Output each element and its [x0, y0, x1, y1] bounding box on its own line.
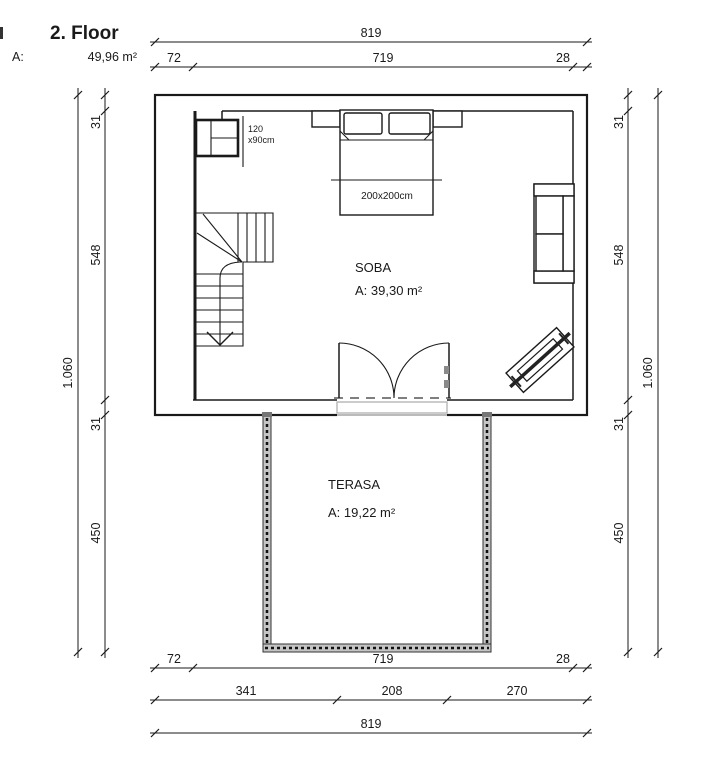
closet-label-width: 120 — [248, 124, 264, 134]
terrace-railing — [262, 412, 492, 652]
dim-label: 819 — [360, 717, 382, 731]
dim-label: 72 — [167, 51, 181, 65]
dim-label: 208 — [381, 684, 403, 698]
dim-label: 28 — [556, 51, 570, 65]
closet-label-depth: x90cm — [248, 135, 275, 145]
sofa-armrest-top — [534, 184, 574, 196]
stair-winders — [197, 214, 242, 262]
double-door — [339, 343, 449, 398]
dim-label: 450 — [612, 522, 626, 544]
sofa-cushion — [536, 196, 563, 234]
door-hinge — [444, 366, 449, 374]
room-soba-name: SOBA — [355, 260, 392, 275]
dim-top-total — [150, 26, 592, 46]
railing-cap-right — [482, 412, 492, 417]
dim-left-segments — [89, 88, 109, 658]
room-soba-area: A: 39,30 m² — [355, 283, 423, 298]
closet — [196, 116, 275, 167]
double-bed — [312, 110, 462, 215]
pillow-right — [389, 113, 430, 134]
dim-label: 31 — [612, 417, 626, 431]
staircase — [196, 213, 273, 346]
lounger-bar — [510, 333, 569, 387]
dim-label: 1.060 — [641, 357, 655, 389]
dim-label: 31 — [89, 417, 103, 431]
door-swing-right — [394, 343, 449, 398]
bed-size-label: 200x200cm — [361, 191, 413, 202]
screen-edge-artifact — [0, 27, 3, 39]
dim-label: 719 — [372, 51, 394, 65]
dim-right-total — [641, 88, 662, 658]
dim-label: 31 — [89, 115, 103, 129]
dim-bottom-total — [150, 717, 592, 737]
stair-outline — [196, 213, 273, 346]
dim-bottom-door — [150, 684, 592, 704]
door-opening — [337, 396, 447, 417]
dim-right-segments — [612, 88, 632, 658]
nightstand-left — [312, 111, 340, 127]
dim-label: 819 — [360, 26, 382, 40]
room-terasa-area: A: 19,22 m² — [328, 505, 396, 520]
dim-label: 1.060 — [61, 357, 75, 389]
sofa-armrest-bottom — [534, 271, 574, 283]
lounger — [502, 324, 579, 397]
page-title: 2. Floor — [50, 23, 119, 44]
stair-treads-upper — [238, 213, 265, 262]
dim-label: 548 — [612, 244, 626, 266]
dim-label: 548 — [89, 244, 103, 266]
room-terasa-name: TERASA — [328, 477, 381, 492]
door-hinge — [444, 380, 449, 388]
sofa-cushion — [536, 234, 563, 271]
sofa — [534, 184, 574, 283]
railing-cap-left — [262, 412, 272, 417]
dim-bottom-segments — [150, 652, 592, 672]
dim-label: 450 — [89, 522, 103, 544]
floor-area-value: 49,96 m² — [87, 50, 137, 64]
sofa-backrest — [563, 196, 574, 271]
dim-label: 31 — [612, 115, 626, 129]
dim-label: 72 — [167, 652, 181, 666]
dim-left-total — [61, 88, 82, 658]
dim-label: 341 — [235, 684, 257, 698]
dim-label: 270 — [506, 684, 528, 698]
dim-label: 719 — [372, 652, 394, 666]
pillow-left — [344, 113, 382, 134]
floor-area-prefix: A: — [12, 50, 24, 64]
nightstand-right — [433, 111, 462, 127]
door-swing-left — [339, 343, 394, 398]
dim-top-segments — [150, 51, 592, 71]
dim-label: 28 — [556, 652, 570, 666]
